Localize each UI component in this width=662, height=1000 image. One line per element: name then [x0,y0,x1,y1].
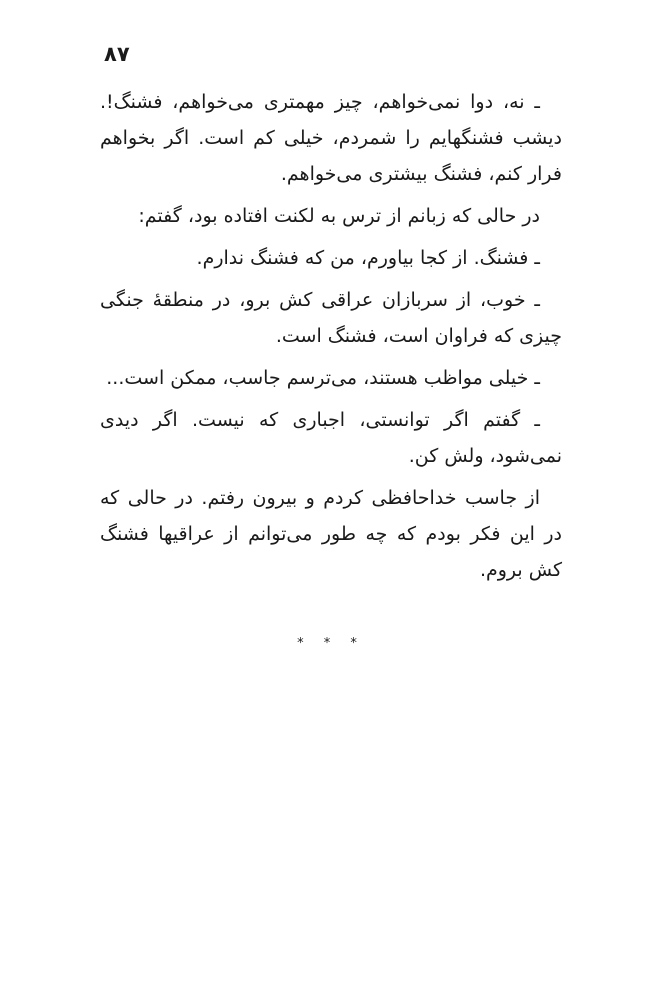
paragraph-5: ـ خیلی مواظب هستند، می‌ترسم جاسب، ممکن است... [106,367,540,389]
paragraph-2: در حالی که زبانم از ترس به لکنت افتاده بود، گفتم: [138,205,540,227]
paragraph-4: ـ خوب، از سربازان عراقی کش برو، در منطقهٔ جنگی چیزی که فراوان است، فشنگ است. [100,289,562,347]
paragraph-6: ـ گفتم اگر توانستی، اجباری که نیست. اگر دیدی نمی‌شود، ولش کن. [100,409,562,467]
paragraph-7: از جاسب خداحافظی کردم و بیرون رفتم. در حالی که در این فکر بودم که چه طور می‌توانم از عراقیها فشنگ کش بروم. [100,487,562,581]
paragraph-1: ـ نه، دوا نمی‌خواهم، چیز مهمتری می‌خواهم، فشنگ!. دیشب فشنگهایم را شمردم، خیلی کم است. اگر بخواهم فرار کنم، فشنگ بیشتری می‌خواهم. [100,91,562,185]
page-body-text [100,84,562,594]
section-separator: * * * [297,636,365,651]
paragraph-3: ـ فشنگ. از کجا بیاورم، من که فشنگ ندارم. [196,247,540,269]
page-number: ۸۷ [104,42,130,66]
